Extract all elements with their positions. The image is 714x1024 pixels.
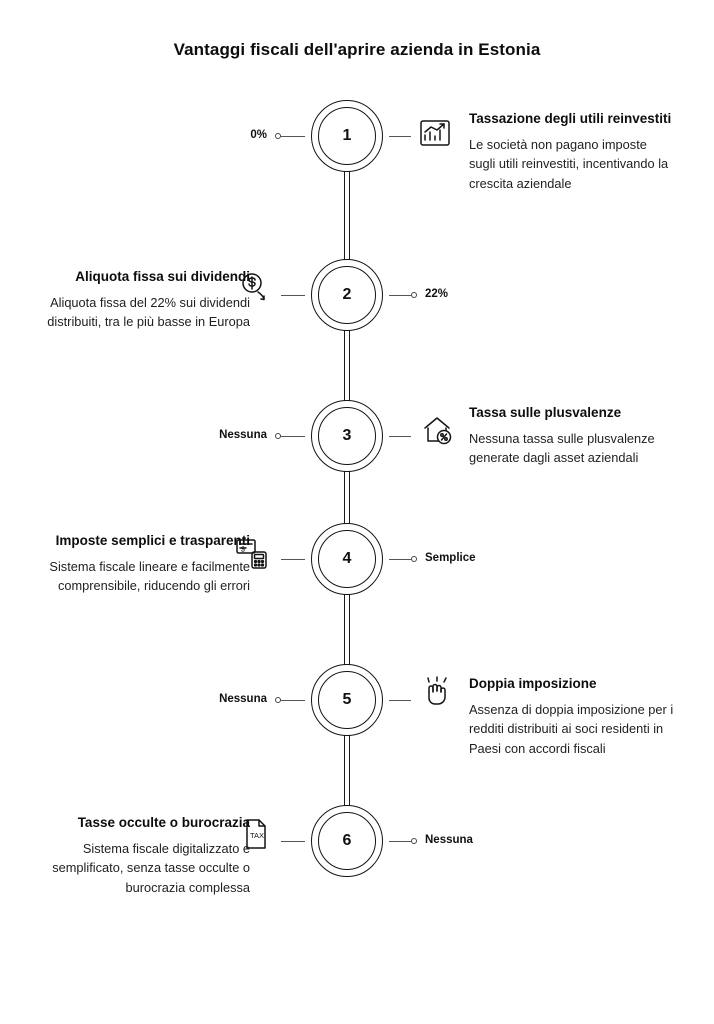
timeline-node-1[interactable] — [311, 100, 383, 172]
timeline-spine — [344, 110, 350, 870]
timeline-node-2[interactable] — [311, 259, 383, 331]
value-label-2: 22% — [425, 288, 449, 300]
step-heading-3: Tassa sulle plusvalenze — [469, 405, 622, 420]
step-heading-1: Tassazione degli utili reinvestiti — [469, 111, 672, 126]
step-heading-2: Aliquota fissa sui dividendi — [75, 269, 250, 284]
value-label-5: Nessuna — [219, 693, 267, 705]
timeline-node-3[interactable] — [311, 400, 383, 472]
step-heading-4: Imposte semplici e trasparenti — [55, 533, 250, 548]
connector-dot-6 — [411, 838, 417, 844]
step-text-4 — [45, 532, 250, 596]
connector-dot-2 — [411, 292, 417, 298]
page-title: Vantaggi fiscali dell'aprire azienda in Estonia — [173, 40, 541, 59]
connector-line-6 — [389, 841, 411, 842]
svg-text:TAX: TAX — [250, 831, 265, 840]
step-body-6: Sistema fiscale digitalizzato e semplificato, senza tasse occulte o burocrazia complessa — [52, 840, 250, 895]
step-heading-6: Tasse occulte o burocrazia — [77, 815, 250, 830]
timeline-node-6[interactable] — [311, 805, 383, 877]
connector-line-3-right — [389, 436, 411, 437]
node-number-2: 2 — [318, 266, 376, 324]
value-label-4: Semplice — [425, 552, 476, 564]
connector-dot-3 — [275, 433, 281, 439]
step-body-1: Le società non pagano imposte sugli utili reinvestiti, incentivando la crescita aziendale — [469, 136, 669, 191]
step-heading-5: Doppia imposizione — [469, 676, 597, 691]
bar-chart-growth-icon — [415, 113, 455, 153]
connector-line-2-left — [281, 295, 305, 296]
step-body-2: Aliquota fissa del 22% sui dividendi distribuiti, tra le più basse in Europa — [47, 294, 250, 330]
step-text-3 — [469, 404, 674, 468]
step-body-3: Nessuna tassa sulle plusvalenze generate dagli asset aziendali — [469, 430, 655, 466]
svg-text:$: $ — [241, 546, 245, 554]
node-number-3: 3 — [318, 407, 376, 465]
step-body-4: Sistema fiscale lineare e facilmente comprensibile, riducendo gli errori — [49, 558, 250, 594]
hand-stop-icon — [417, 672, 457, 712]
timeline-node-4[interactable] — [311, 523, 383, 595]
value-label-1: 0% — [250, 129, 267, 141]
connector-line-5 — [281, 700, 305, 701]
step-text-6 — [40, 814, 250, 897]
house-percent-icon — [418, 410, 458, 450]
connector-line-1 — [281, 136, 305, 137]
value-label-3: Nessuna — [219, 429, 267, 441]
step-text-2 — [40, 268, 250, 332]
step-body-5: Assenza di doppia imposizione per i redditi distribuiti ai soci residenti in Paesi con accordi fiscali — [469, 701, 674, 756]
connector-line-2 — [389, 295, 411, 296]
connector-line-4-left — [281, 559, 305, 560]
node-number-6: 6 — [318, 812, 376, 870]
connector-line-6-left — [281, 841, 305, 842]
node-number-5: 5 — [318, 671, 376, 729]
connector-dot-4 — [411, 556, 417, 562]
node-number-1: 1 — [318, 107, 376, 165]
connector-line-3 — [281, 436, 305, 437]
node-number-4: 4 — [318, 530, 376, 588]
connector-dot-1 — [275, 133, 281, 139]
connector-line-5-right — [389, 700, 411, 701]
step-text-1 — [469, 110, 674, 193]
connector-dot-5 — [275, 697, 281, 703]
timeline-node-5[interactable] — [311, 664, 383, 736]
value-label-6: Nessuna — [425, 834, 473, 846]
connector-line-4 — [389, 559, 411, 560]
connector-line-1-right — [389, 136, 411, 137]
step-text-5 — [469, 675, 674, 758]
